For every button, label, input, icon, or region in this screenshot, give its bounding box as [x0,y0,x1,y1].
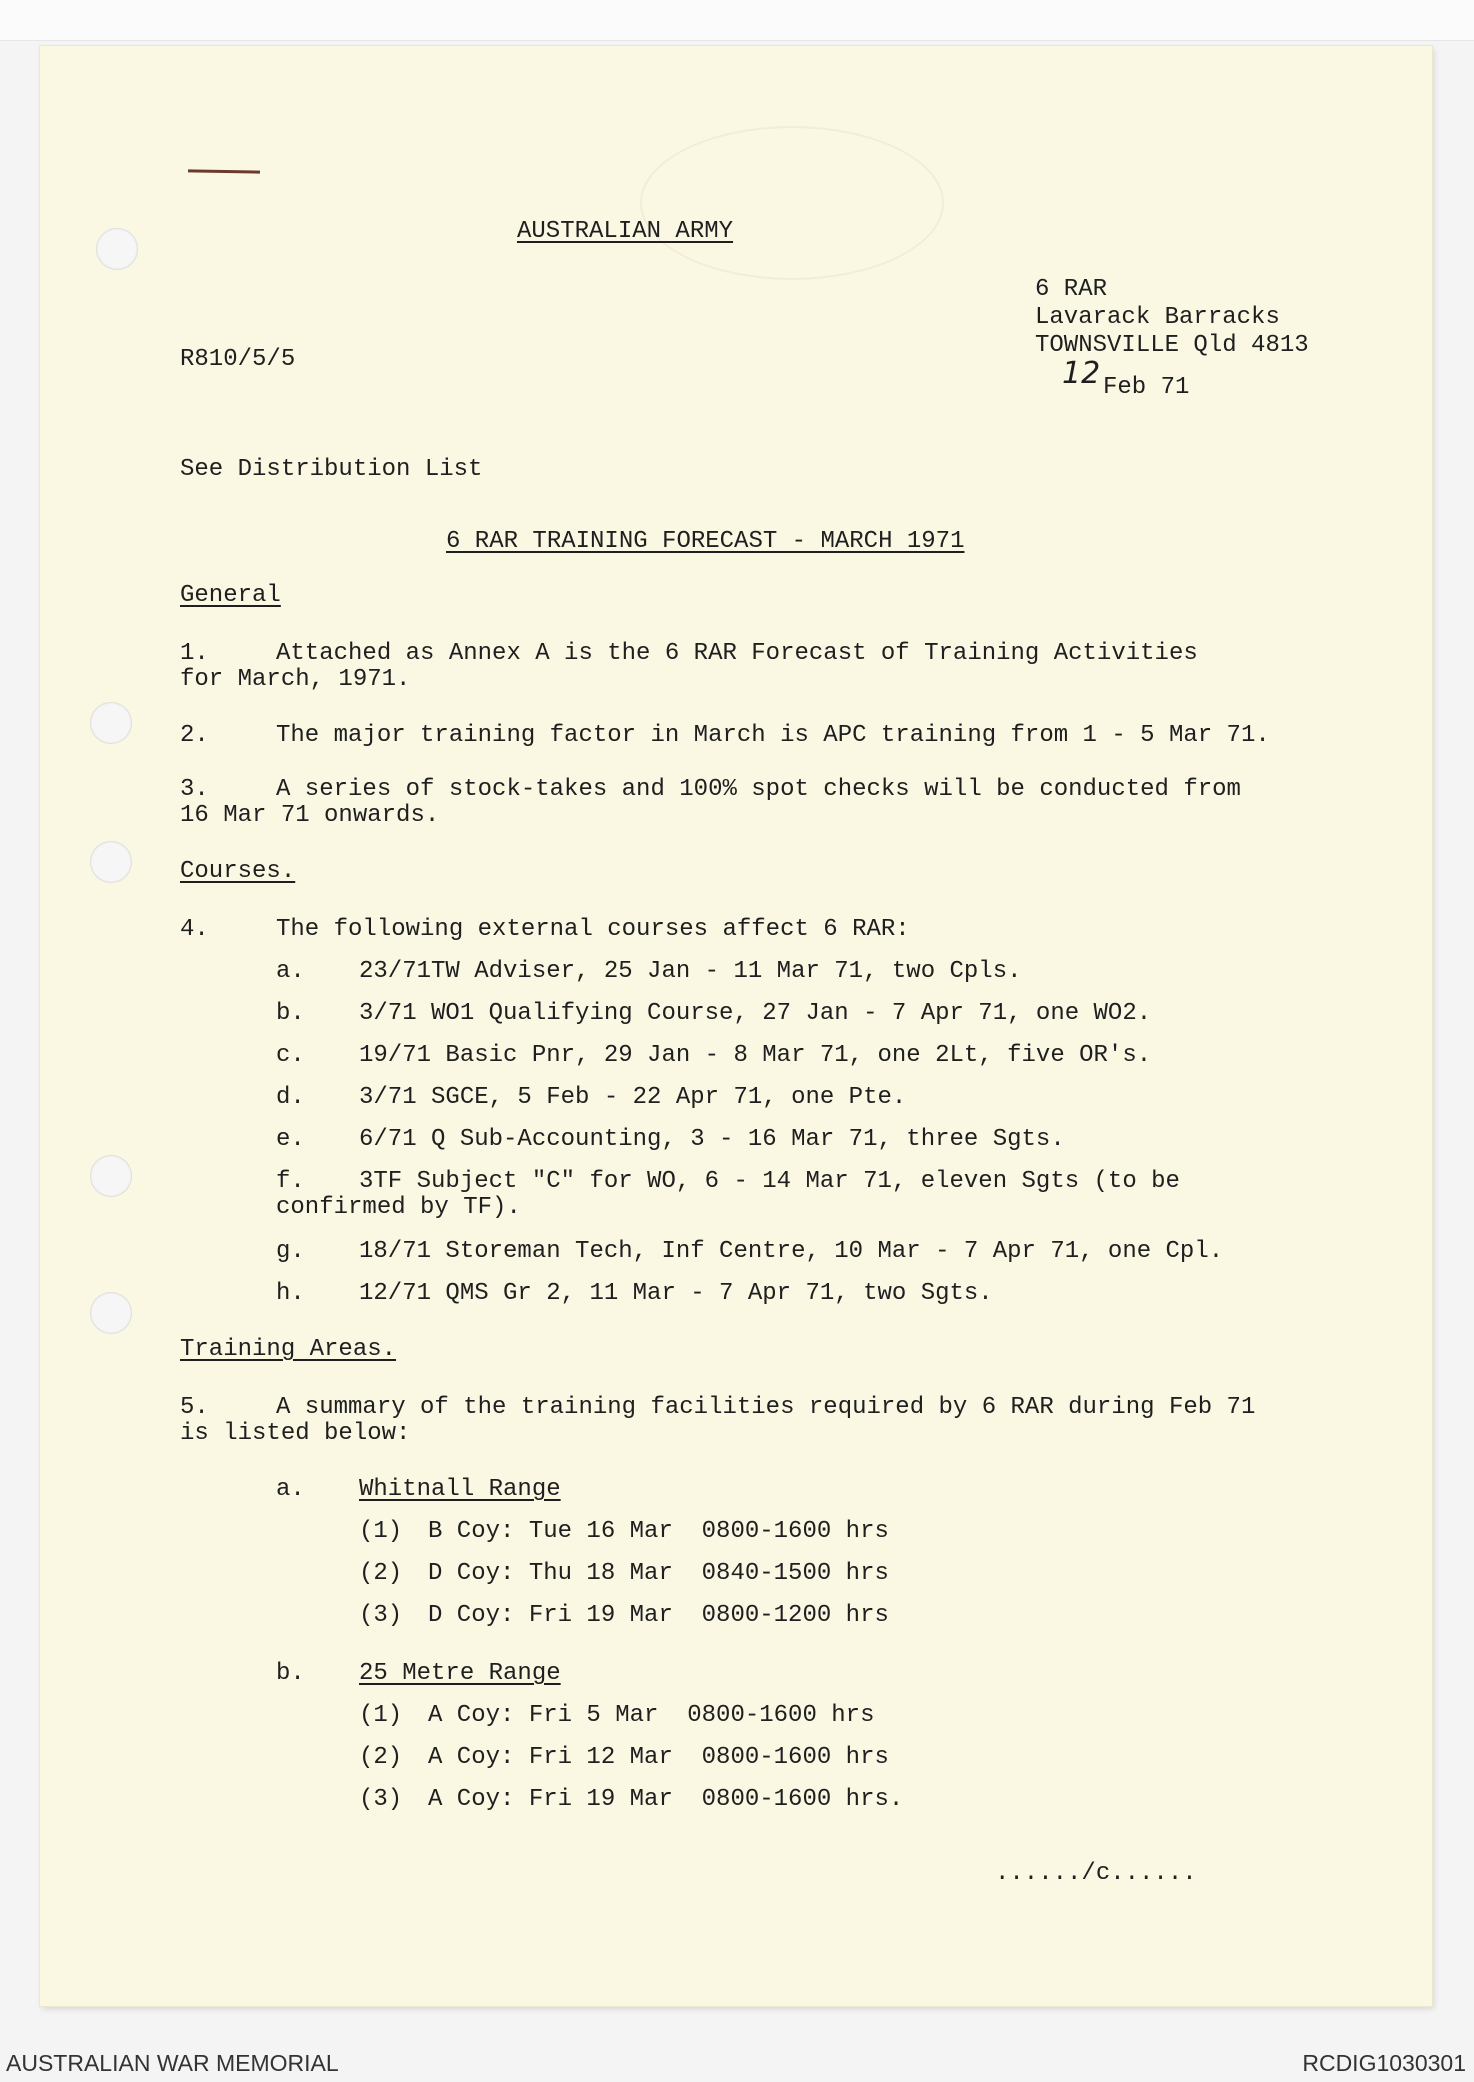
course-letter: b. [276,1000,305,1027]
range-item-number: (3) [359,1786,403,1813]
range-item-number: (1) [359,1702,403,1729]
course-item: 18/71 Storeman Tech, Inf Centre, 10 Mar - 7 Apr 71, one Cpl. [359,1238,1224,1265]
paragraph-number: 1. [180,640,209,667]
punch-hole [96,228,138,270]
handwritten-date: 12 [1062,356,1101,391]
addressee: See Distribution List [180,456,483,483]
address-line: 6 RAR [1035,276,1108,303]
range-name: 25 Metre Range [359,1660,561,1687]
paragraph-text: 16 Mar 71 onwards. [180,802,440,829]
course-letter: e. [276,1126,305,1153]
course-letter: c. [276,1042,305,1069]
document-page [40,46,1432,2006]
section-heading: Training Areas. [180,1336,397,1363]
course-item: 3/71 WO1 Qualifying Course, 27 Jan - 7 Apr 71, one WO2. [359,1000,1152,1027]
file-reference: R810/5/5 [180,346,296,373]
address-line: Lavarack Barracks [1035,304,1280,331]
course-item: 6/71 Q Sub-Accounting, 3 - 16 Mar 71, three Sgts. [359,1126,1065,1153]
course-item: 3/71 SGCE, 5 Feb - 22 Apr 71, one Pte. [359,1084,907,1111]
course-letter: d. [276,1084,305,1111]
paragraph-text: The following external courses affect 6 RAR: [276,916,910,943]
range-item-number: (1) [359,1518,403,1545]
paragraph-text: The major training factor in March is APC training from 1 - 5 Mar 71. [276,722,1270,749]
range-item: D Coy: Thu 18 Mar 0840-1500 hrs [428,1560,889,1587]
course-item: 12/71 QMS Gr 2, 11 Mar - 7 Apr 71, two Sgts. [359,1280,993,1307]
footer-record-id: RCDIG1030301 [1302,2050,1466,2076]
paragraph-number: 4. [180,916,209,943]
range-item: B Coy: Tue 16 Mar 0800-1600 hrs [428,1518,889,1545]
continuation-marker: ....../c...... [995,1860,1197,1887]
paragraph-text: A summary of the training facilities required by 6 RAR during Feb 71 [276,1394,1256,1421]
scan-top-band [0,0,1474,41]
paragraph-text: A series of stock-takes and 100% spot checks will be conducted from [276,776,1241,803]
course-letter: f. [276,1168,305,1195]
range-item: A Coy: Fri 19 Mar 0800-1600 hrs. [428,1786,904,1813]
course-item: 23/71TW Adviser, 25 Jan - 11 Mar 71, two Cpls. [359,958,1022,985]
range-letter: a. [276,1476,305,1503]
range-item-number: (2) [359,1560,403,1587]
course-item: 3TF Subject "C" for WO, 6 - 14 Mar 71, eleven Sgts (to be [359,1168,1180,1195]
document-title: 6 RAR TRAINING FORECAST - MARCH 1971 [446,528,965,555]
course-item-continued: confirmed by TF). [276,1194,521,1221]
punch-hole [90,1292,132,1334]
date-text: Feb 71 [1103,374,1190,401]
range-item-number: (2) [359,1744,403,1771]
address-line: TOWNSVILLE Qld 4813 [1035,332,1309,359]
punch-hole [90,1155,132,1197]
paragraph-text: is listed below: [180,1420,411,1447]
course-letter: h. [276,1280,305,1307]
range-item-number: (3) [359,1602,403,1629]
paragraph-text: for March, 1971. [180,666,411,693]
paragraph-number: 3. [180,776,209,803]
punch-hole [90,841,132,883]
range-item: D Coy: Fri 19 Mar 0800-1200 hrs [428,1602,889,1629]
paragraph-number: 2. [180,722,209,749]
embossed-seal [640,126,944,280]
section-heading: Courses. [180,858,296,885]
course-item: 19/71 Basic Pnr, 29 Jan - 8 Mar 71, one 2Lt, five OR's. [359,1042,1152,1069]
punch-hole [90,702,132,744]
range-item: A Coy: Fri 12 Mar 0800-1600 hrs [428,1744,889,1771]
footer-archive-name: AUSTRALIAN WAR MEMORIAL [6,2050,339,2076]
staple-mark [188,169,260,173]
paragraph-number: 5. [180,1394,209,1421]
range-name: Whitnall Range [359,1476,561,1503]
course-letter: g. [276,1238,305,1265]
range-letter: b. [276,1660,305,1687]
course-letter: a. [276,958,305,985]
section-heading: General [180,582,281,609]
range-item: A Coy: Fri 5 Mar 0800-1600 hrs [428,1702,875,1729]
document-heading: AUSTRALIAN ARMY [517,218,734,245]
paragraph-text: Attached as Annex A is the 6 RAR Forecast of Training Activities [276,640,1198,667]
